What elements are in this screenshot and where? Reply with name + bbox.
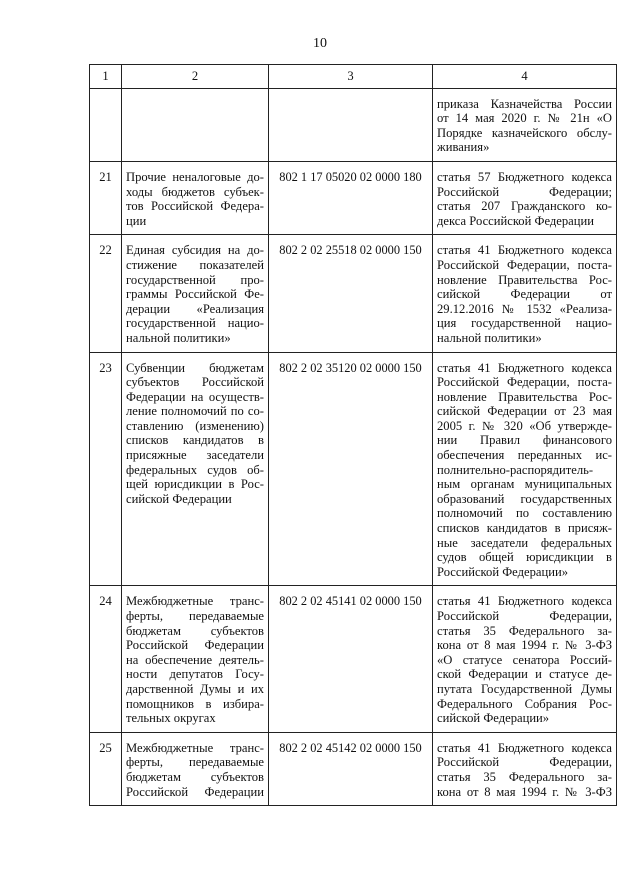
legal-basis-line: ция государственной нацио- [437,316,612,331]
legal-basis-line: статья 41 Бюджетного кодекса [437,594,612,609]
table-row [90,352,617,586]
budget-codes-table [89,64,617,806]
legal-basis-cell [433,732,617,805]
income-name-line: щей юрисдикции в Рос- [126,477,264,492]
budget-code-cell: 802 2 02 45141 02 0000 150 [269,586,433,732]
income-name-cell [122,732,269,805]
income-name-cell [122,586,269,732]
legal-basis-line: статья 35 Федерального за- [437,769,612,784]
legal-basis-line: сийской Федерации от 23 мая [437,404,612,419]
legal-basis-line: статья 41 Бюджетного кодекса [437,243,612,258]
income-name-line: ставлению (изменению) [126,418,264,433]
income-name-line: ферты, передаваемые [126,609,264,623]
header-col-code: 3 [269,65,433,89]
legal-basis-line: декса Российской Федерации [437,213,594,228]
legal-basis-line: кона от 8 мая 1994 г. № 3-ФЗ [437,784,612,799]
income-name-line: государственной про- [126,272,264,287]
legal-basis-line: судов общей юрисдикции в [437,550,612,565]
legal-basis-line: сийской Федерации от [437,287,612,302]
legal-basis-line: 29.12.2016 № 1532 «Реализа- [437,301,612,316]
row-number: 23 [90,352,122,586]
income-name-line: Российской Федерации [126,784,264,799]
header-col-legal-basis: 4 [433,65,617,89]
table-row [90,586,617,732]
legal-basis-line: Российской Федерации; [437,184,612,199]
legal-basis-line: путата Государственной Думы [437,681,612,696]
legal-basis-cell [433,352,617,586]
legal-basis-cell [433,586,617,732]
income-name-line: сийской Федерации [126,491,232,506]
legal-basis-line: новление Правительства Рос- [437,272,612,287]
income-name-line: ции [126,213,147,228]
budget-code-cell: 802 2 02 45142 02 0000 150 [269,732,433,805]
budget-code-cell: 802 1 17 05020 02 0000 180 [269,161,433,234]
income-name-line: федеральных судов об- [126,462,264,477]
income-name-line: дерации «Реализация [126,301,264,316]
legal-basis-line: ской Федерации и статусе де- [437,667,612,682]
income-name-line: граммы Российской Фе- [126,287,264,302]
income-name-line: Федерации на осуществ- [126,389,264,404]
legal-basis-line: приказа Казначейства России [437,96,612,111]
income-name-line: на обеспечение деятель- [126,652,264,667]
income-name-line: ление полномочий по со- [126,404,264,419]
income-name-line: нальной политики» [126,330,231,345]
row-number: 25 [90,732,122,805]
legal-basis-line: полномочий по составлению [437,506,612,521]
row-number: 24 [90,586,122,732]
legal-basis-line: ным органам муниципальных [437,477,612,492]
legal-basis-line: кона от 8 мая 1994 г. № 3-ФЗ [437,638,612,653]
legal-basis-line: статья 57 Бюджетного кодекса [437,169,612,184]
legal-basis-line: Российской Федерации, [437,755,612,770]
legal-basis-line: сийской Федерации» [437,711,550,726]
table-row [90,88,617,161]
legal-basis-line: от 14 мая 2020 г. № 21н «О [437,111,612,126]
income-name-line: Единая субсидия на до- [126,243,264,258]
income-name-cell [122,161,269,234]
table-row [90,235,617,352]
income-name-line: субъектов Российской [126,375,264,390]
income-name-line: тельных округах [126,711,216,726]
income-name-cell [122,235,269,352]
income-name-cell [122,352,269,586]
income-name-line: списков кандидатов в [126,433,264,448]
income-name-line: присяжные заседатели [126,448,264,463]
income-name-line: тов Российской Федера- [126,199,264,214]
legal-basis-line: «О статусе сенатора Россий- [437,652,612,667]
income-name-line: Межбюджетные транс- [126,740,264,755]
income-name-line: ности депутатов Госу- [126,667,264,682]
income-name-line: Межбюджетные транс- [126,594,264,609]
legal-basis-line: статья 41 Бюджетного кодекса [437,360,612,375]
legal-basis-line: обеспечения переданных ис- [437,448,612,463]
budget-code-cell: 802 2 02 35120 02 0000 150 [269,352,433,586]
income-name-line: ферты, передаваемые [126,755,264,770]
legal-basis-line: Российской Федерации, [437,609,612,623]
budget-code-cell: 802 2 02 25518 02 0000 150 [269,235,433,352]
income-name-line: Прочие неналоговые до- [126,169,264,184]
legal-basis-line: статья 35 Федерального за- [437,623,612,638]
legal-basis-cell [433,88,617,161]
legal-basis-line: списков кандидатов в присяж- [437,521,612,536]
table-row [90,161,617,234]
table-header-row [90,65,617,89]
legal-basis-cell [433,235,617,352]
table-row [90,732,617,805]
legal-basis-line: нии Правил финансового [437,433,612,448]
income-name-line: помощников в избира- [126,696,264,711]
income-name-cell [122,88,269,161]
row-number: 22 [90,235,122,352]
legal-basis-line: статья 207 Гражданского ко- [437,199,612,214]
table-body [90,88,617,806]
legal-basis-line: Российской Федерации, поста- [437,375,612,390]
income-name-line: Российской Федерации [126,638,264,653]
legal-basis-line: 2005 г. № 320 «Об утвержде- [437,418,612,433]
legal-basis-line: Российской Федерации, поста- [437,257,612,272]
legal-basis-line: Порядке казначейского обслу- [437,125,612,140]
legal-basis-line: Федерального Собрания Рос- [437,696,612,711]
legal-basis-line: образований государственных [437,491,612,506]
income-name-line: государственной нацио- [126,316,264,331]
page-number: 10 [313,36,327,51]
income-name-line: Субвенции бюджетам [126,360,264,375]
header-col-name: 2 [122,65,269,89]
row-number: 21 [90,161,122,234]
legal-basis-cell [433,161,617,234]
income-name-line: ходы бюджетов субъек- [126,184,264,199]
income-name-line: дарственной Думы и их [126,681,264,696]
row-number [90,88,122,161]
legal-basis-line: живания» [437,140,490,155]
budget-code-cell [269,88,433,161]
legal-basis-line: статья 41 Бюджетного кодекса [437,740,612,755]
income-name-line: бюджетам субъектов [126,623,264,638]
legal-basis-line: полнительно-распорядитель- [437,462,594,477]
legal-basis-line: Российской Федерации» [437,564,568,579]
legal-basis-line: новление Правительства Рос- [437,389,612,404]
legal-basis-line: ные заседатели федеральных [437,535,612,550]
header-col-number: 1 [90,65,122,89]
income-name-line: стижение показателей [126,257,264,272]
legal-basis-line: нальной политики» [437,330,542,345]
income-name-line: бюджетам субъектов [126,769,264,784]
